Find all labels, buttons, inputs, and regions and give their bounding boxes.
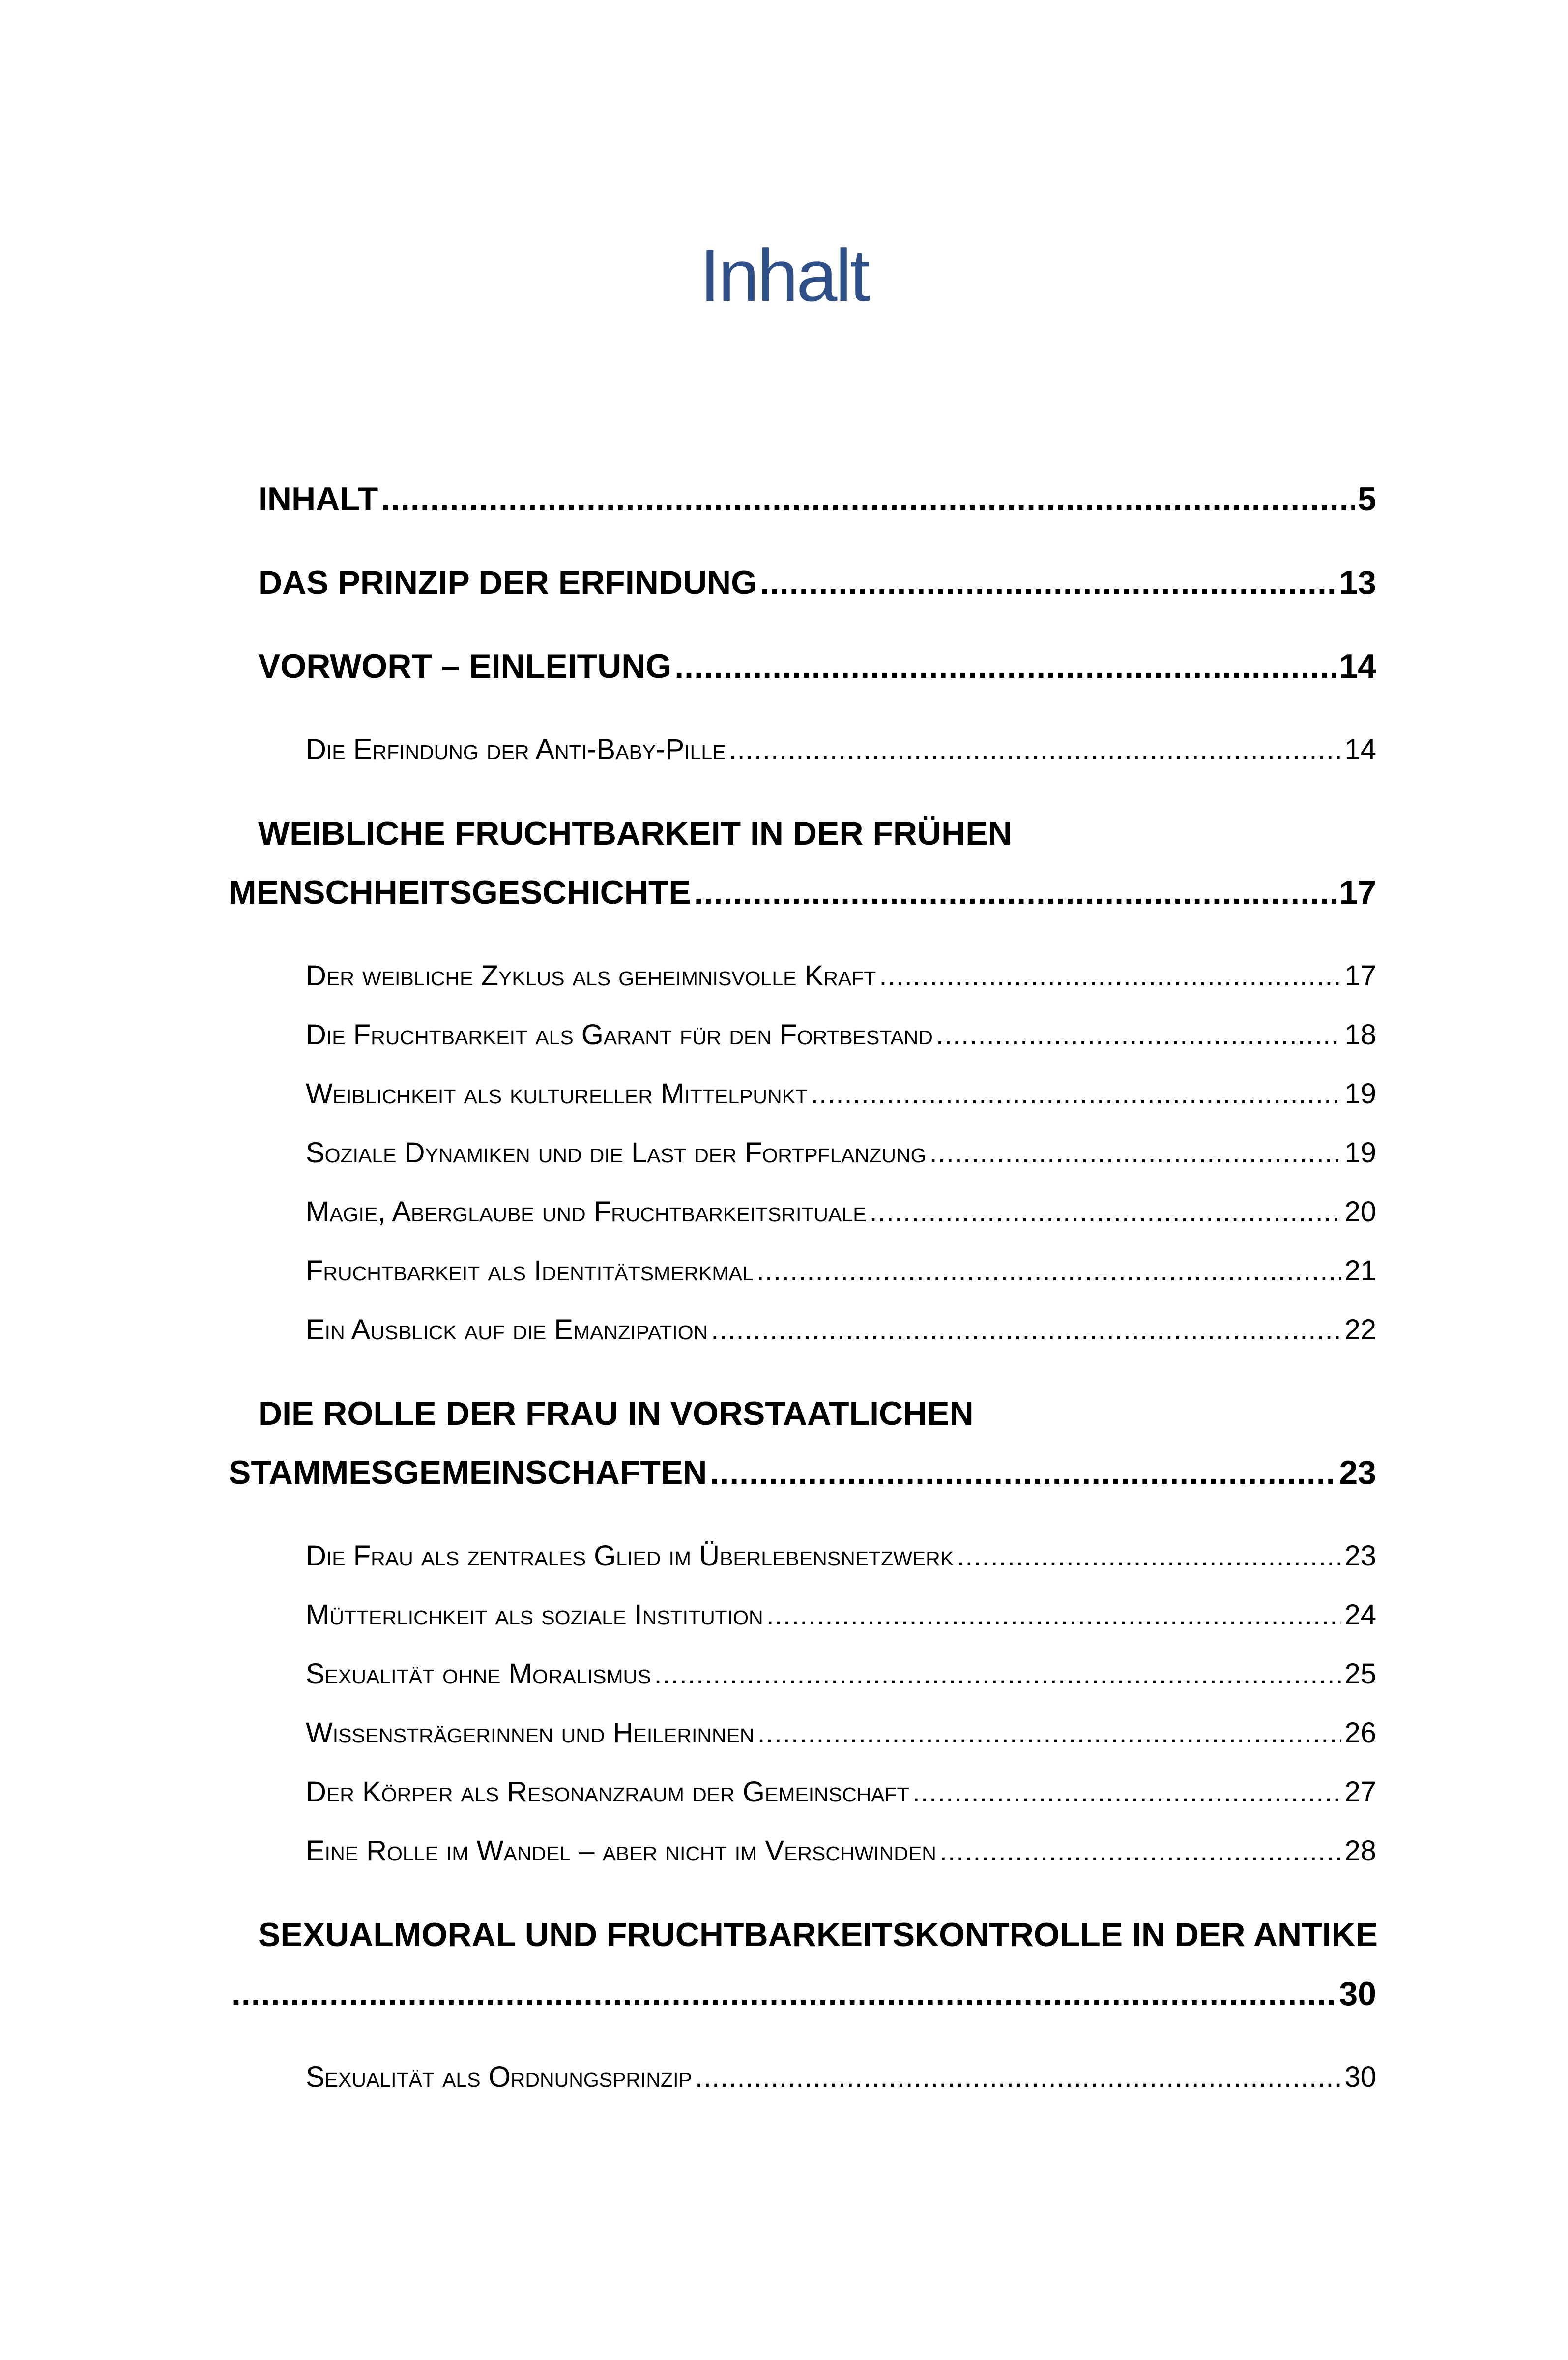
toc-subentry-label: Die Frau als zentrales Glied im Überlebensnetzwerk xyxy=(306,1540,954,1572)
toc-page-number: 30 xyxy=(1339,1975,1376,2012)
toc-page-number: 13 xyxy=(1339,564,1376,601)
dot-leader xyxy=(695,2048,1342,2107)
toc-subentry-label: Fruchtbarkeit als Identitätsmerkmal xyxy=(306,1255,754,1287)
dot-leader xyxy=(694,863,1336,922)
toc-subentry[interactable] xyxy=(306,1300,1376,1359)
dot-leader xyxy=(936,1005,1342,1064)
dot-leader xyxy=(711,1300,1341,1359)
dot-leader xyxy=(710,1443,1336,1502)
dot-leader xyxy=(912,1763,1342,1822)
toc-entry-label: DAS PRINZIP DER ERFINDUNG xyxy=(258,564,757,601)
toc-subentry-label: Sexualität ohne Moralismus xyxy=(306,1658,651,1690)
toc-subentry-label: Ein Ausblick auf die Emanzipation xyxy=(306,1314,708,1346)
dot-leader xyxy=(674,637,1336,696)
toc-page-number: 14 xyxy=(1344,734,1376,766)
toc-page-number: 20 xyxy=(1344,1196,1376,1228)
toc-page-number: 22 xyxy=(1344,1314,1376,1346)
toc-subentry-label: Sexualität als Ordnungsprinzip xyxy=(306,2061,692,2093)
toc-page-number: 26 xyxy=(1344,1717,1376,1749)
toc-page-number: 17 xyxy=(1339,874,1376,911)
dot-leader xyxy=(729,720,1342,779)
dot-leader xyxy=(766,1586,1342,1645)
toc-entry-label: MENSCHHEITSGESCHICHTE xyxy=(229,874,691,911)
toc-subentry-label: Magie, Aberglaube und Fruchtbarkeitsrituale xyxy=(306,1196,867,1228)
dot-leader xyxy=(929,1123,1342,1182)
toc-entry-label: INHALT xyxy=(258,480,378,518)
toc-entry[interactable] xyxy=(229,1443,1376,1502)
toc-page-number: 21 xyxy=(1344,1255,1376,1287)
toc-subentry[interactable] xyxy=(306,1182,1376,1241)
dot-leader xyxy=(939,1822,1342,1881)
dot-leader xyxy=(757,1704,1342,1763)
toc-subentry-label: Der Körper als Resonanzraum der Gemeinschaft xyxy=(306,1776,909,1808)
toc-entry-label-line1[interactable]: DIE ROLLE DER FRAU IN VORSTAATLICHEN xyxy=(258,1395,974,1432)
toc-page-number: 18 xyxy=(1344,1019,1376,1051)
dot-leader xyxy=(957,1527,1341,1586)
toc-subentry-label: Wissensträgerinnen und Heilerinnen xyxy=(306,1717,755,1749)
toc-subentry[interactable] xyxy=(306,1645,1376,1704)
toc-page-number: 19 xyxy=(1344,1078,1376,1110)
toc-subentry-label: Mütterlichkeit als soziale Institution xyxy=(306,1599,763,1631)
toc-subentry-label: Weiblichkeit als kultureller Mittelpunkt xyxy=(306,1078,808,1110)
toc-subentry-label: Der weibliche Zyklus als geheimnisvolle Kraft xyxy=(306,960,876,992)
dot-leader xyxy=(381,470,1355,529)
dot-leader xyxy=(760,553,1336,612)
dot-leader xyxy=(232,1964,1336,2023)
toc-page-number: 14 xyxy=(1339,648,1376,685)
toc-entry[interactable] xyxy=(258,553,1376,612)
toc-entry-label-line1[interactable]: WEIBLICHE FRUCHTBARKEIT IN DER FRÜHEN xyxy=(258,815,1012,852)
toc-page-number: 30 xyxy=(1344,2061,1376,2093)
toc-subentry[interactable] xyxy=(306,2048,1376,2107)
toc-page-number: 28 xyxy=(1344,1835,1376,1867)
toc-page-number: 27 xyxy=(1344,1776,1376,1808)
toc-subentry-label: Soziale Dynamiken und die Last der Fortpflanzung xyxy=(306,1137,927,1169)
toc-page-number: 5 xyxy=(1358,480,1376,518)
toc-subentry[interactable] xyxy=(306,1763,1376,1822)
toc-subentry-label: Eine Rolle im Wandel – aber nicht im Verschwinden xyxy=(306,1835,936,1867)
toc-subentry[interactable] xyxy=(306,1527,1376,1586)
page-title: Inhalt xyxy=(699,234,869,317)
toc-subentry[interactable] xyxy=(306,1064,1376,1123)
toc-subentry[interactable] xyxy=(306,1704,1376,1763)
toc-entry-label: STAMMESGEMEINSCHAFTEN xyxy=(229,1454,707,1491)
toc-entry-label-line1[interactable]: SEXUALMORAL UND FRUCHTBARKEITSKONTROLLE IN DER ANTIKE xyxy=(258,1916,1378,1953)
toc-entry[interactable] xyxy=(229,1964,1376,2023)
toc-entry[interactable] xyxy=(258,470,1376,529)
toc-subentry[interactable] xyxy=(306,1241,1376,1300)
toc-subentry-label: Die Fruchtbarkeit als Garant für den Fortbestand xyxy=(306,1019,933,1051)
toc-page-number: 24 xyxy=(1344,1599,1376,1631)
dot-leader xyxy=(654,1645,1341,1704)
toc-subentry[interactable] xyxy=(306,1586,1376,1645)
toc-entry[interactable] xyxy=(258,637,1376,696)
toc-entry-label: VORWORT – EINLEITUNG xyxy=(258,648,672,685)
toc-entry[interactable] xyxy=(229,863,1376,922)
toc-page-number: 23 xyxy=(1344,1540,1376,1572)
toc-subentry[interactable] xyxy=(306,1822,1376,1881)
dot-leader xyxy=(879,946,1341,1005)
toc-page-number: 25 xyxy=(1344,1658,1376,1690)
toc-subentry[interactable] xyxy=(306,946,1376,1005)
dot-leader xyxy=(870,1182,1342,1241)
toc-page-number: 17 xyxy=(1344,960,1376,992)
dot-leader xyxy=(756,1241,1342,1300)
toc-subentry-label: Die Erfindung der Anti-Baby-Pille xyxy=(306,734,726,766)
toc-subentry[interactable] xyxy=(306,1123,1376,1182)
toc-subentry[interactable] xyxy=(306,720,1376,779)
toc-page-number: 23 xyxy=(1339,1454,1376,1491)
dot-leader xyxy=(811,1064,1341,1123)
toc-page-number: 19 xyxy=(1344,1137,1376,1169)
toc-subentry[interactable] xyxy=(306,1005,1376,1064)
